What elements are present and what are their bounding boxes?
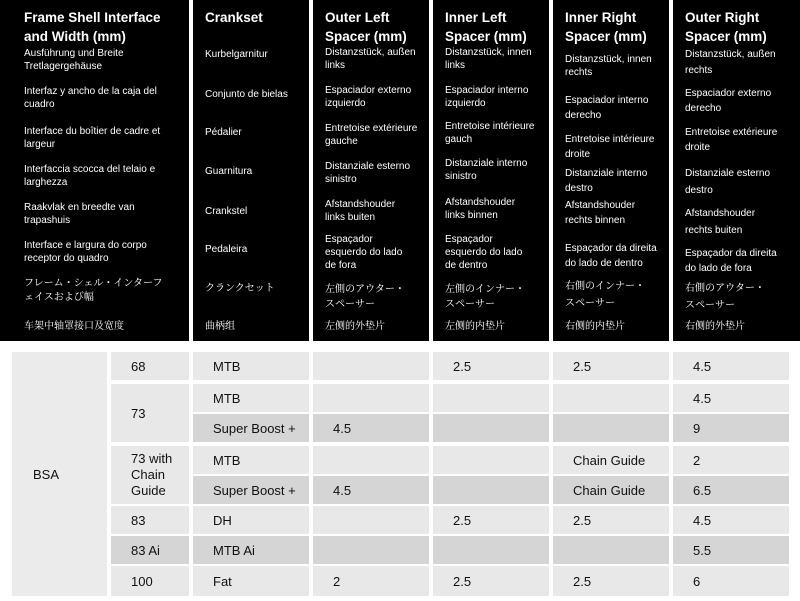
table-cell-inner-left: 2.5 <box>433 352 549 380</box>
table-cell-outer-left: 4.5 <box>313 414 429 442</box>
header-item: Distanziale esterno destro <box>685 168 771 196</box>
table-cell-width: 100 <box>111 566 189 596</box>
table-cell-outer-left <box>313 506 429 534</box>
header-item: Distanziale interno destro <box>565 168 648 194</box>
spacer-table <box>0 352 800 596</box>
table-cell-inner-right <box>553 414 669 442</box>
table-cell-outer-right: 5.5 <box>673 536 789 564</box>
header-item: クランクセット <box>205 283 275 294</box>
table-cell-crankset: MTB <box>193 446 309 474</box>
table-cell-inner-right: Chain Guide <box>553 446 669 474</box>
table-cell-outer-right: 4.5 <box>673 506 789 534</box>
header-item: Entretoise intérieure gauch <box>445 121 535 145</box>
header-item: Afstandshouder rechts binnen <box>565 200 636 226</box>
table-cell-outer-right: 2 <box>673 446 789 474</box>
header-item: フレーム・シェル・インターフ ェイスおよび幅 <box>24 278 163 303</box>
table-cell-crankset: MTB Ai <box>193 536 309 564</box>
table-cell-outer-left <box>313 384 429 412</box>
header-item: Interfaz y ancho de la caja del cuadro <box>24 86 157 110</box>
table-cell-inner-left <box>433 536 549 564</box>
table-cell-inner-right <box>553 536 669 564</box>
header-item: 右側のアウター・ スペーサー <box>685 283 765 311</box>
table-cell-crankset: MTB <box>193 352 309 380</box>
header-item: 右侧的内垫片 <box>565 321 625 332</box>
header-item: Ausführung und Breite Tretlagergehäuse <box>24 48 124 72</box>
header-item: Raakvlak en breedte van trapashuis <box>24 202 135 226</box>
table-cell-crankset: MTB <box>193 384 309 412</box>
header-title-frame-shell: Frame Shell Interface and Width (mm) <box>24 10 161 44</box>
header-item: Pédalier <box>205 127 242 138</box>
header-item: Espaçador esquerdo do lado de fora <box>325 234 403 271</box>
header-item: Espaçador esquerdo do lado de dentro <box>445 234 523 271</box>
header-item: Distanzstück, außen rechts <box>685 49 776 76</box>
table-cell-outer-right: 6 <box>673 566 789 596</box>
header-title-outer-left: Outer Left Spacer (mm) <box>325 10 407 44</box>
header-item: 左側のアウター・ スペーサー <box>325 284 405 310</box>
header-item: Interfaccia scocca del telaio e larghezza <box>24 164 156 188</box>
header-col-inner-left <box>433 0 549 341</box>
table-cell-inner-right: 2.5 <box>553 506 669 534</box>
header-item: Pedaleira <box>205 244 248 255</box>
table-cell-inner-left: 2.5 <box>433 566 549 596</box>
header-item: Espaciador interno izquierdo <box>445 85 529 109</box>
header-item: Afstandshouder links buiten <box>325 199 396 223</box>
table-cell-inner-right: 2.5 <box>553 352 669 380</box>
table-cell-outer-left <box>313 446 429 474</box>
table-cell-width: 83 Ai <box>111 536 189 564</box>
table-cell-inner-left: 2.5 <box>433 506 549 534</box>
header-item: 左側のインナー・ スペーサー <box>445 284 525 310</box>
header-item: Entretoise intérieure droite <box>565 134 655 160</box>
table-cell-outer-left: 2 <box>313 566 429 596</box>
header-title-outer-right: Outer Right Spacer (mm) <box>685 10 767 44</box>
table-cell-inner-right: Chain Guide <box>553 476 669 504</box>
header-item: Espaçador da direita do lado de dentro <box>565 243 657 269</box>
header-item: Espaciador externo izquierdo <box>325 85 412 109</box>
table-cell-crankset: Super Boost + <box>193 476 309 504</box>
header-item: Entretoise extérieure gauche <box>325 123 418 147</box>
table-cell-inner-left <box>433 446 549 474</box>
header-item: Afstandshouder links binnen <box>445 197 516 221</box>
table-cell-outer-left: 4.5 <box>313 476 429 504</box>
group-label-bsa: BSA <box>12 352 107 596</box>
table-cell-width: 68 <box>111 352 189 380</box>
header-item: Espaciador interno derecho <box>565 95 649 121</box>
table-cell-outer-left <box>313 536 429 564</box>
header-col-outer-right <box>673 0 800 341</box>
header-item: Distanzstück, außen links <box>325 47 416 71</box>
table-cell-inner-left <box>433 414 549 442</box>
header-item: 右側のインナー・ スペーサー <box>565 281 645 309</box>
header-item: Guarnitura <box>205 166 253 177</box>
table-cell-outer-right: 4.5 <box>673 384 789 412</box>
header-item: Distanziale interno sinistro <box>445 158 528 182</box>
table-cell-inner-right: 2.5 <box>553 566 669 596</box>
header-title-inner-left: Inner Left Spacer (mm) <box>445 10 527 44</box>
table-cell-width: 73 with Chain Guide <box>111 446 189 504</box>
header-item: Interface du boîtier de cadre et largeur <box>24 126 161 150</box>
table-cell-crankset: DH <box>193 506 309 534</box>
header-col-frame-shell <box>0 0 189 341</box>
table-cell-width: 73 <box>111 384 189 442</box>
header-item: Entretoise extérieure droite <box>685 127 778 153</box>
header-item: Distanzstück, innen rechts <box>565 54 652 78</box>
header-item: 左侧的内垫片 <box>445 321 505 332</box>
header-item: Kurbelgarnitur <box>205 49 268 60</box>
header-col-outer-left <box>313 0 429 341</box>
header-item: Crankstel <box>205 206 248 217</box>
header-item: Distanziale esterno sinistro <box>325 161 411 185</box>
table-cell-outer-left <box>313 352 429 380</box>
header-item: Conjunto de bielas <box>205 89 288 100</box>
table-cell-width: 83 <box>111 506 189 534</box>
table-cell-inner-left <box>433 476 549 504</box>
header-item: Espaçador da direita do lado de fora <box>685 248 777 274</box>
table-cell-outer-right: 4.5 <box>673 352 789 380</box>
header-item: Espaciador externo derecho <box>685 88 772 114</box>
table-cell-outer-right: 6.5 <box>673 476 789 504</box>
header-item: 右侧的外垫片 <box>685 321 745 332</box>
table-cell-crankset: Fat <box>193 566 309 596</box>
header-item: Interface e largura do corpo receptor do quadro <box>24 240 147 264</box>
table-cell-outer-right: 9 <box>673 414 789 442</box>
header-item: Afstandshouder rechts buiten <box>685 208 756 236</box>
table-cell-inner-left <box>433 384 549 412</box>
header-title-inner-right: Inner Right Spacer (mm) <box>565 10 647 44</box>
header-item: 曲柄组 <box>205 321 235 332</box>
table-cell-crankset: Super Boost + <box>193 414 309 442</box>
header-col-inner-right <box>553 0 669 341</box>
header-item: 车架中轴罩接口及宽度 <box>24 321 124 332</box>
table-cell-inner-right <box>553 384 669 412</box>
header-title-crankset: Crankset <box>205 10 263 25</box>
header-item: Distanzstück, innen links <box>445 47 532 71</box>
header-item: 左侧的外垫片 <box>325 321 385 332</box>
header-col-crankset <box>193 0 309 341</box>
